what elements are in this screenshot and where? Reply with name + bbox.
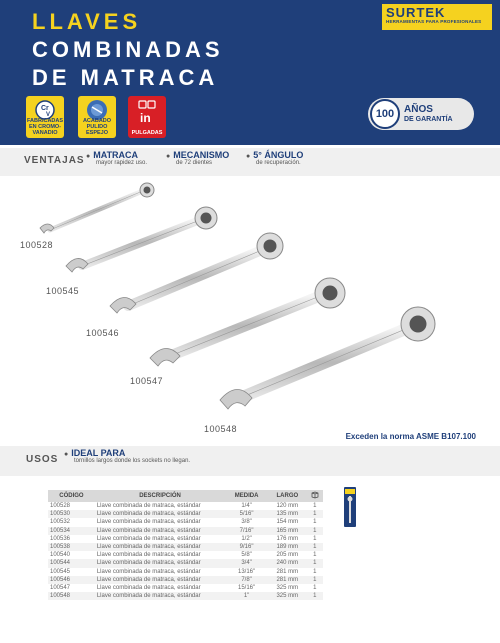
cell-descripcion: Llave combinada de matraca, estándar [95, 592, 225, 600]
feature-matraca [86, 150, 147, 166]
feature-angulo [246, 150, 303, 166]
cell-medida: 13/16" [238, 568, 256, 575]
cell-codigo: 100528 [50, 503, 71, 510]
cell-descripcion: Llave combinada de matraca, estándar [96, 584, 201, 591]
table-row [48, 551, 323, 559]
usos-ideal [64, 448, 190, 464]
cell-codigo: 100544 [48, 559, 95, 567]
cell-descripcion: Llave combinada de matraca, estándar [95, 510, 225, 518]
cell-largo: 281 mm [276, 568, 299, 575]
feature-sub: de recuperación. [256, 160, 301, 166]
table-row [48, 510, 323, 518]
code-label-100546: 100546 [86, 328, 120, 338]
cell-descripcion: Llave combinada de matraca, estándar [95, 576, 225, 584]
code-label-100528: 100528 [20, 240, 54, 250]
cell-codigo: 100534 [48, 527, 95, 535]
cell-medida: 1" [225, 592, 268, 600]
wrench-100528 [40, 183, 154, 233]
table-row [48, 568, 323, 576]
header-medida: MEDIDA [225, 490, 268, 502]
cell-largo: 154 mm [276, 519, 299, 526]
cell-descripcion: Llave combinada de matraca, estándar [96, 552, 201, 559]
cell-codigo: 100545 [50, 568, 71, 575]
cell-cantidad: 1 [307, 543, 323, 551]
cell-medida: 3/4" [225, 559, 268, 567]
table-row [48, 518, 323, 526]
code-label-100545: 100545 [46, 286, 80, 296]
table-row [48, 543, 323, 551]
cell-cantidad: 1 [307, 559, 323, 567]
cell-largo: 189 mm [268, 543, 307, 551]
cell-descripcion: Llave combinada de matraca, estándar [95, 543, 225, 551]
cell-descripcion: Llave combinada de matraca, estándar [95, 527, 225, 535]
brand-tagline: HERRAMIENTAS PARA PROFESIONALES [386, 19, 482, 24]
table-row [48, 592, 323, 600]
cell-largo: 325 mm [268, 592, 307, 600]
package-icon [343, 487, 357, 527]
cell-cantidad: 1 [313, 503, 317, 510]
product-table [48, 490, 323, 600]
cell-cantidad: 1 [307, 527, 323, 535]
usos-sub: tornillos largos donde los sockets no llegan. [74, 458, 191, 464]
badge-inch-label: PULGADAS [131, 130, 163, 136]
cell-medida: 1/2" [241, 535, 252, 542]
cell-medida: 5/16" [225, 510, 268, 518]
cell-descripcion: Llave combinada de matraca, estándar [96, 568, 201, 575]
usos-label: USOS [26, 454, 59, 465]
cell-codigo: 100546 [48, 576, 95, 584]
feature-title: ● MECANISMO [166, 150, 229, 160]
cell-codigo: 100540 [50, 552, 71, 559]
table-header-row [48, 490, 323, 502]
guarantee-badge [368, 98, 474, 130]
header-descripcion: DESCRIPCIÓN [95, 490, 225, 502]
header-codigo: CÓDIGO [48, 490, 95, 502]
cell-cantidad: 1 [313, 535, 317, 542]
guarantee-line1: AÑOS [404, 104, 433, 115]
header-banner [0, 0, 500, 145]
guarantee-line2: DE GARANTÍA [404, 116, 453, 123]
cell-codigo: 100536 [50, 535, 71, 542]
cell-codigo: 100530 [48, 510, 95, 518]
cell-medida: 7/16" [225, 527, 268, 535]
badge-inch [128, 96, 166, 138]
table-row [48, 502, 323, 510]
brand-logo [382, 4, 492, 30]
svg-text:Cr: Cr [41, 105, 49, 112]
ventajas-bar [0, 148, 500, 176]
cell-largo: 176 mm [276, 535, 299, 542]
cell-cantidad: 1 [313, 568, 317, 575]
cell-codigo: 100547 [50, 584, 71, 591]
cell-cantidad: 1 [307, 592, 323, 600]
cell-descripcion: Llave combinada de matraca, estándar [96, 535, 201, 542]
badge-chrome-vanadium [26, 96, 64, 138]
cell-descripcion: Llave combinada de matraca, estándar [96, 519, 201, 526]
cell-medida: 1/4" [241, 503, 252, 510]
usos-bar [0, 446, 500, 476]
svg-text:V: V [46, 112, 51, 118]
cell-cantidad: 1 [313, 584, 317, 591]
cell-cantidad: 1 [307, 510, 323, 518]
table-row [48, 535, 323, 543]
table-row [48, 559, 323, 567]
wrench-100547 [150, 278, 345, 366]
feature-title: ● MATRACA [86, 150, 147, 160]
table-row [48, 527, 323, 535]
brand-name: SURTEK [386, 5, 446, 20]
inch-icon [128, 98, 166, 126]
cell-descripcion: Llave combinada de matraca, estándar [96, 503, 201, 510]
badge-chrome-label: FABRICADAS EN CROMO-VANADIO [26, 118, 64, 136]
cell-medida: 3/8" [241, 519, 252, 526]
cell-largo: 205 mm [276, 552, 299, 559]
inch-symbol: in [140, 111, 151, 125]
feature-sub: mayor rapidez uso. [96, 160, 148, 166]
code-label-100547: 100547 [130, 376, 164, 386]
cell-codigo: 100532 [50, 519, 71, 526]
ventajas-label: VENTAJAS [24, 155, 85, 166]
title-line-2: COMBINADAS [32, 37, 224, 62]
feature-title: ● 5° ÁNGULO [246, 150, 303, 160]
cell-codigo: 100538 [48, 543, 95, 551]
cell-descripcion: Llave combinada de matraca, estándar [95, 559, 225, 567]
cell-cantidad: 1 [313, 552, 317, 559]
guarantee-number: 100 [370, 99, 400, 129]
cell-largo: 325 mm [276, 584, 299, 591]
badge-polish-label: ACABADO PULIDO ESPEJO [82, 118, 112, 136]
title-line-3: DE MATRACA [32, 65, 219, 90]
table-row [48, 584, 323, 592]
wrench-100545 [66, 207, 217, 272]
cell-medida: 7/8" [225, 576, 268, 584]
cell-codigo: 100548 [48, 592, 95, 600]
cell-medida: 15/16" [238, 584, 256, 591]
cell-medida: 5/8" [241, 552, 252, 559]
cell-largo: 120 mm [276, 503, 299, 510]
code-label-100548: 100548 [204, 424, 238, 434]
usos-title: ● IDEAL PARA [64, 448, 190, 458]
wrench-illustration [0, 178, 500, 430]
box-icon [307, 490, 323, 502]
cell-largo: 281 mm [268, 576, 307, 584]
cell-largo: 240 mm [268, 559, 307, 567]
feature-sub: de 72 dientes [176, 160, 213, 166]
cell-largo: 135 mm [268, 510, 307, 518]
header-largo: LARGO [268, 490, 307, 502]
cell-cantidad: 1 [313, 519, 317, 526]
badge-mirror-polish [78, 96, 116, 138]
title-line-1: LLAVES [32, 9, 142, 34]
cell-largo: 165 mm [268, 527, 307, 535]
norm-text: Exceden la norma ASME B107.100 [345, 432, 476, 441]
cell-cantidad: 1 [307, 576, 323, 584]
cell-medida: 9/16" [225, 543, 268, 551]
table-row [48, 576, 323, 584]
feature-mecanismo [166, 150, 229, 166]
